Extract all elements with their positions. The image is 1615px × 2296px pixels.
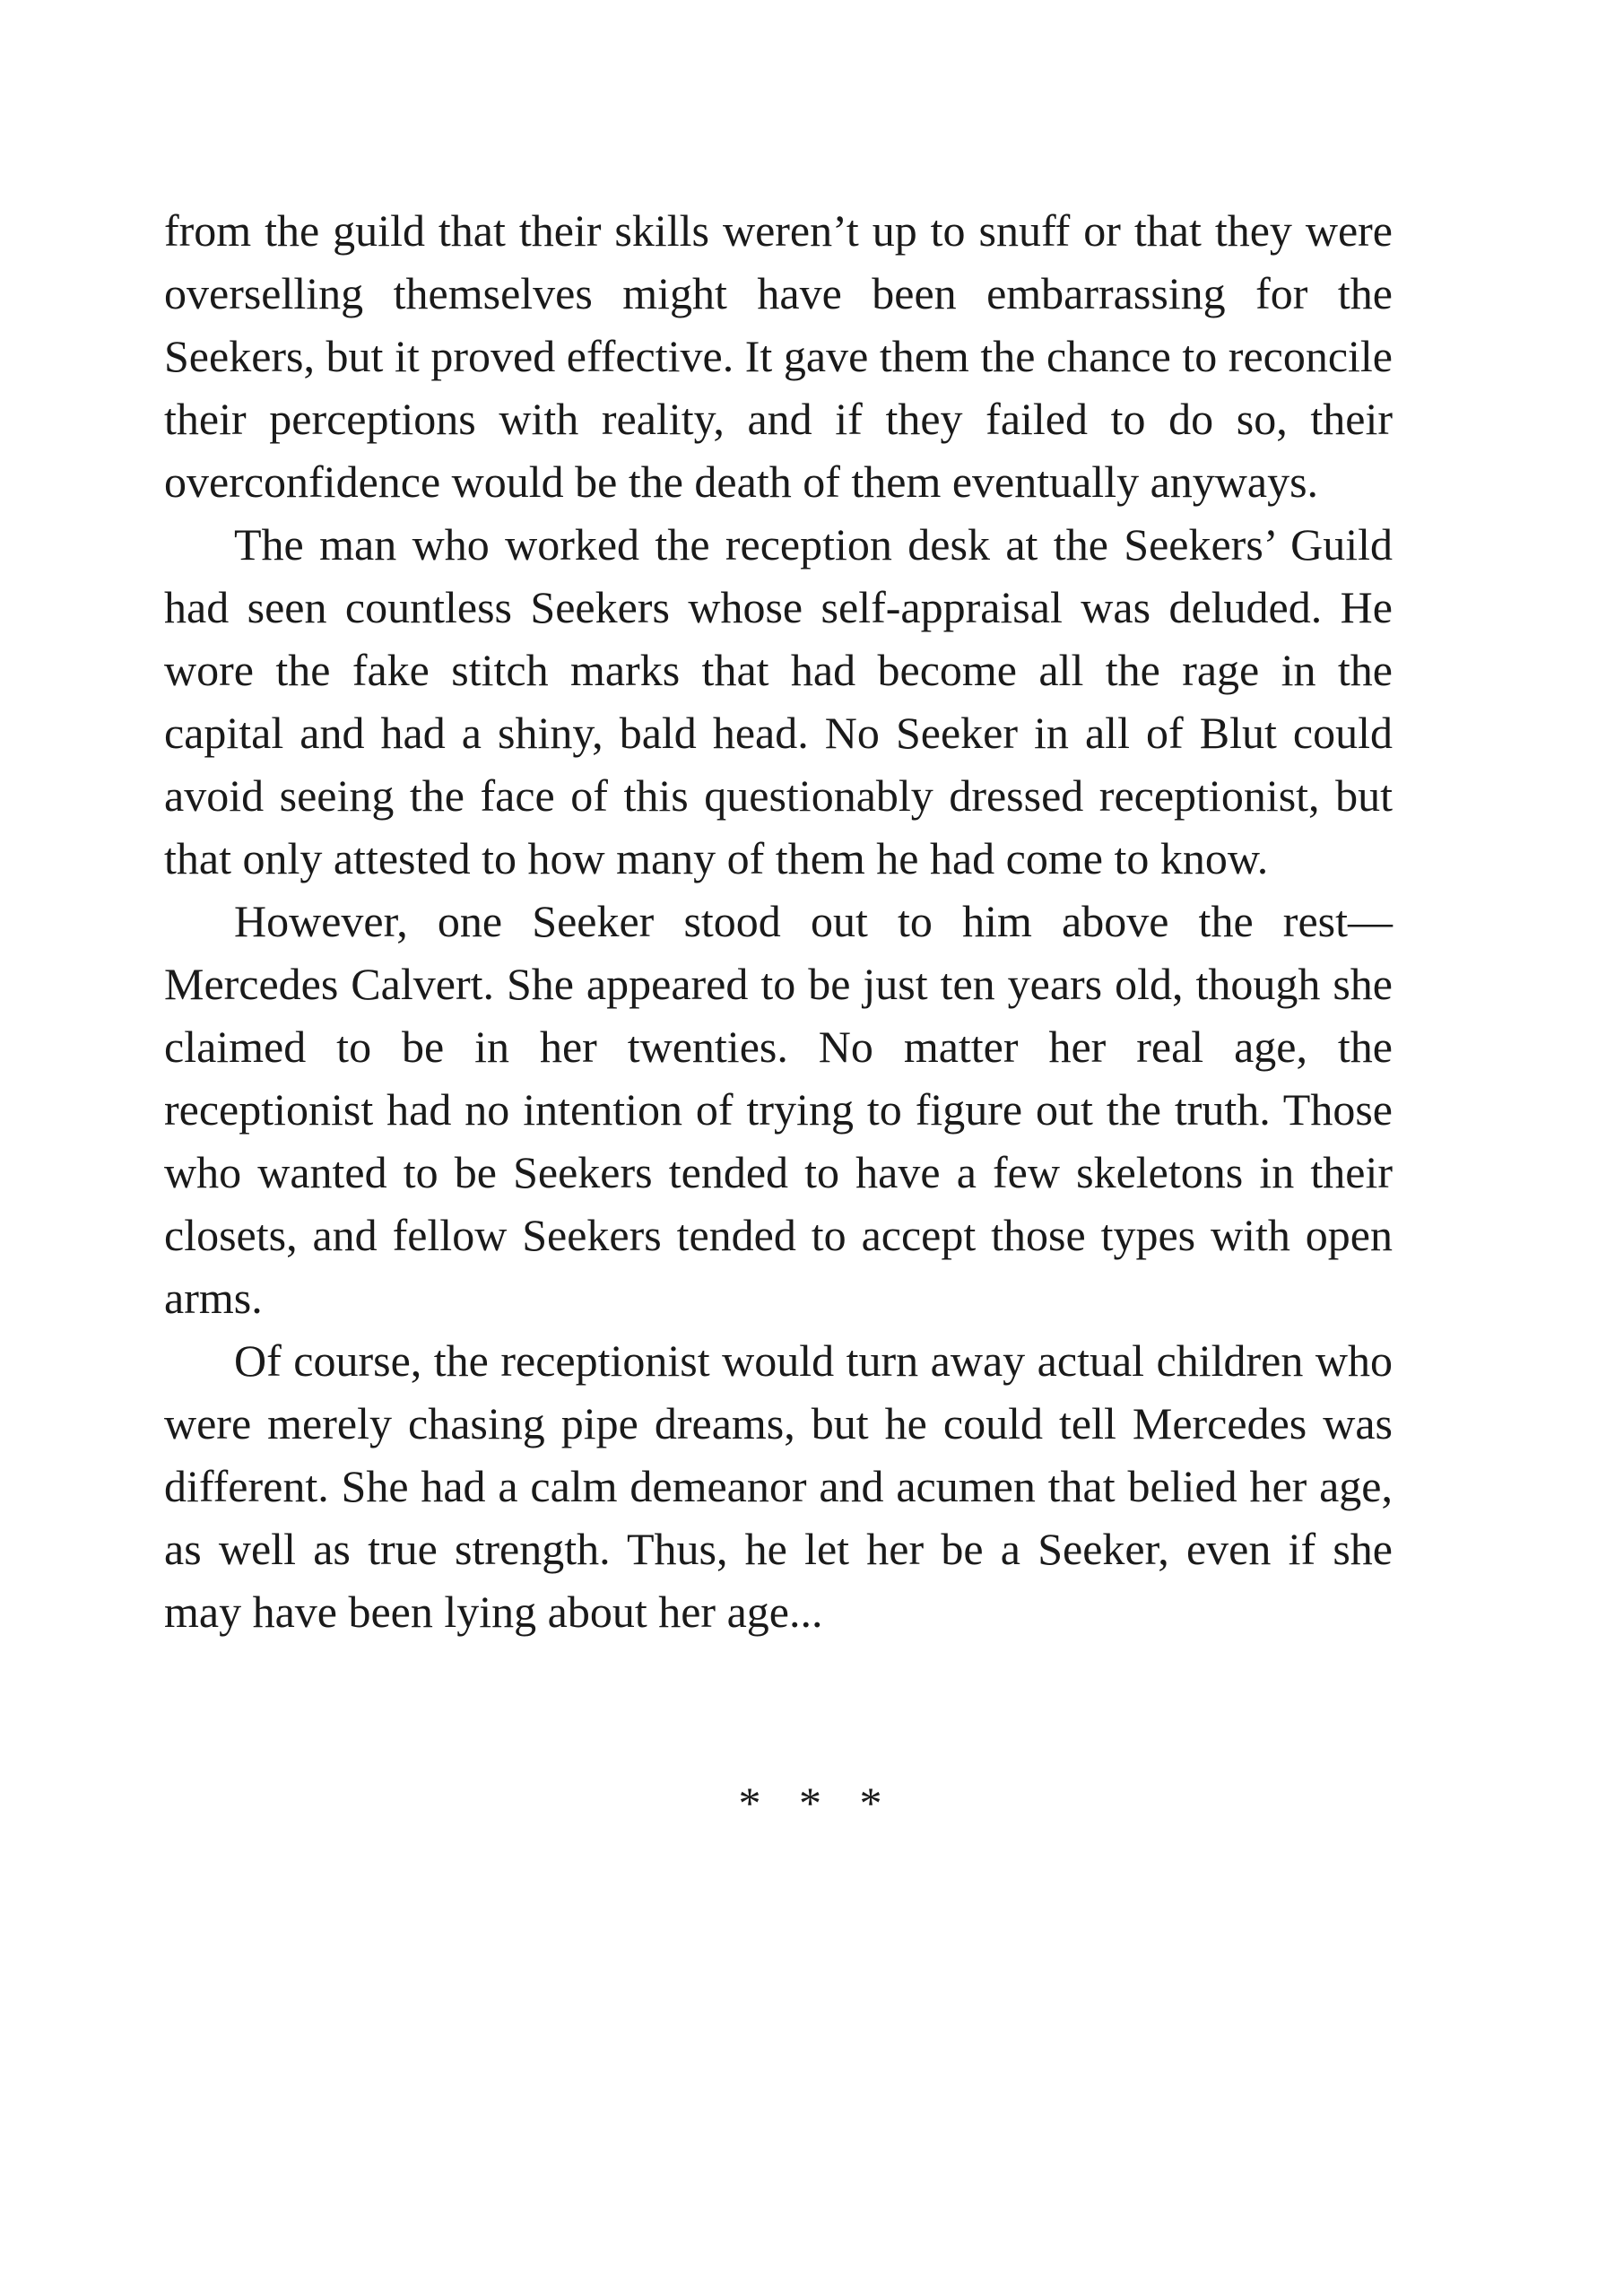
- body-text: [164, 199, 1393, 1643]
- scene-break: * * *: [738, 1778, 882, 1828]
- paragraph-4: Of course, the receptionist would turn away actual children who were merely chasing pipe dreams, but he could tell Mercedes was different. She had a calm demeanor and acumen that belied her age, as well as true strength. Thus, he let her be a Seeker, even if she may have been lying about her age...: [164, 1335, 1393, 1637]
- paragraph-1: from the guild that their skills weren’t up to snuff or that they were overselling themselves might have been embarrassing for the Seekers, but it proved effective. It gave them the chance to reconcile their perceptions with reality, and if they failed to do so, their overconfidence would be the death of them eventually anyways.: [164, 205, 1393, 507]
- paragraph-3: However, one Seeker stood out to him above the rest—Mercedes Calvert. She appeared to be just ten years old, though she claimed to be in her twenties. No matter her real age, the receptionist had no intention of trying to figure out the truth. Those who wanted to be Seekers tended to have a few skeletons in their closets, and fellow Seekers tended to accept those types with open arms.: [164, 896, 1393, 1323]
- paragraph-2: The man who worked the reception desk at the Seekers’ Guild had seen countless Seekers whose self-appraisal was deluded. He wore the fake stitch marks that had become all the rage in the capital and had a shiny, bald head. No Seeker in all of Blut could avoid seeing the face of this questionably dressed receptionist, but that only attested to how many of them he had come to know.: [164, 519, 1393, 883]
